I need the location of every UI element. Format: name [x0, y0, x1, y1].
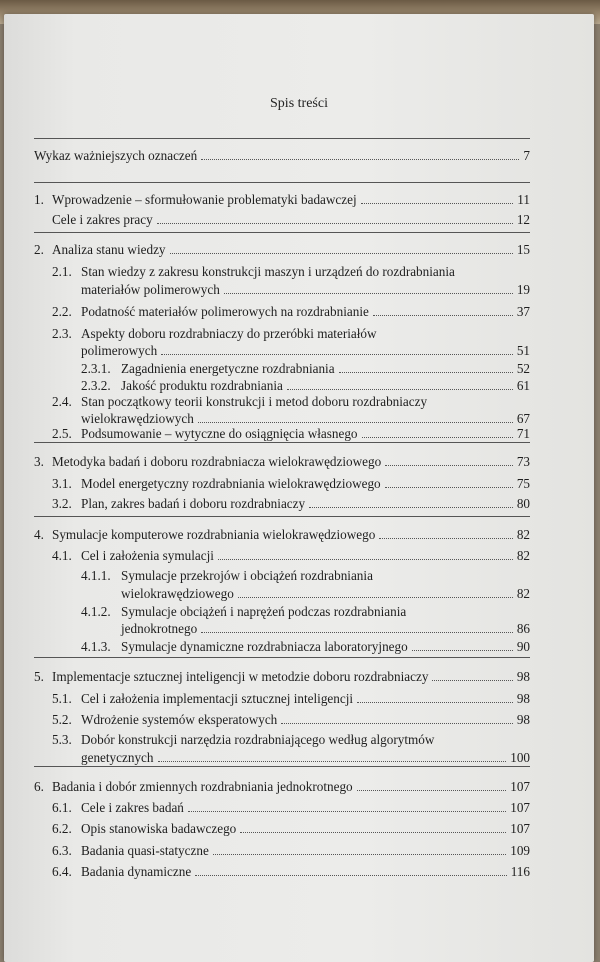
toc-entry-number: 2.3.2.: [81, 378, 111, 393]
section-separator: [34, 442, 530, 443]
toc-entry-title: polimerowych: [81, 343, 158, 358]
toc-entry: [34, 454, 530, 470]
toc-leader-dots: [373, 315, 513, 316]
section-separator: [34, 138, 530, 139]
toc-entry-number: 5.3.: [52, 732, 72, 747]
toc-entry-page: 98: [516, 712, 530, 727]
toc-entry-title: Podsumowanie – wytyczne do osiągnięcia własnego: [81, 426, 358, 441]
toc-entry-page: 98: [516, 669, 530, 684]
toc-entry-title: Cel i założenia implementacji sztucznej inteligencji: [81, 691, 354, 706]
toc-leader-dots: [161, 354, 513, 355]
toc-entry: [52, 712, 530, 728]
toc-entry-number: 2.: [34, 242, 44, 257]
toc-entry-title: Wykaz ważniejszych oznaczeń: [34, 148, 198, 163]
toc-entry-page: 67: [516, 411, 530, 426]
toc-leader-dots: [432, 680, 512, 681]
toc-leader-dots: [158, 761, 507, 762]
toc-entry-title: Implementacje sztucznej inteligencji w metodzie doboru rozdrabniaczy: [52, 669, 429, 684]
table-of-contents: [4, 14, 594, 962]
toc-entry-title: Zagadnienia energetyczne rozdrabniania: [121, 361, 335, 376]
toc-entry-title: jednokrotnego: [121, 621, 198, 636]
toc-entry-number: 2.1.: [52, 264, 72, 279]
toc-entry-title: Opis stanowiska badawczego: [81, 821, 237, 836]
toc-entry-page: 51: [516, 343, 530, 358]
toc-entry-number: 2.3.1.: [81, 361, 111, 376]
toc-leader-dots: [213, 854, 506, 855]
toc-leader-dots: [240, 832, 506, 833]
toc-entry: [52, 426, 530, 442]
toc-leader-dots: [195, 875, 506, 876]
toc-entry-page: 12: [516, 212, 530, 227]
section-separator: [34, 182, 530, 183]
toc-entry-page: 80: [516, 496, 530, 511]
toc-leader-dots: [385, 465, 513, 466]
toc-entry-title: Badania i dobór zmiennych rozdrabniania jednokrotnego: [52, 779, 353, 794]
toc-entry-page: 19: [516, 282, 530, 297]
toc-entry-page: 90: [516, 639, 530, 654]
toc-entry-page: 37: [516, 304, 530, 319]
toc-entry-number: 6.2.: [52, 821, 72, 836]
toc-entry-title: Cel i założenia symulacji: [81, 548, 214, 563]
toc-leader-dots: [218, 559, 513, 560]
toc-entry: [52, 212, 530, 228]
toc-entry-page: 107: [510, 779, 530, 794]
toc-entry-number: 5.2.: [52, 712, 72, 727]
toc-entry: [34, 192, 530, 208]
toc-entry-title: wielokrawędziowych: [81, 411, 194, 426]
toc-entry-title: Metodyka badań i doboru rozdrabniacza wielokrawędziowego: [52, 454, 382, 469]
toc-entry-page: 107: [510, 800, 530, 815]
toc-entry: [34, 527, 530, 543]
toc-entry: [52, 691, 530, 707]
toc-entry-page: 86: [516, 621, 530, 636]
toc-entry-number: 4.1.1.: [81, 568, 111, 583]
toc-entry-number: 2.4.: [52, 394, 72, 409]
toc-entry-number: 6.4.: [52, 864, 72, 879]
toc-leader-dots: [362, 437, 513, 438]
toc-entry-page: 82: [516, 586, 530, 601]
toc-entry-page: 75: [516, 476, 530, 491]
toc-entry-number: 2.3.: [52, 326, 72, 341]
toc-entry-number: 4.: [34, 527, 44, 542]
toc-entry-number: 2.2.: [52, 304, 72, 319]
toc-entry-title: Symulacje dynamiczne rozdrabniacza laboratoryjnego: [121, 639, 408, 654]
toc-entry-number: 3.2.: [52, 496, 72, 511]
section-separator: [34, 657, 530, 658]
toc-entry: [52, 496, 530, 512]
toc-leader-dots: [379, 538, 512, 539]
section-separator: [34, 516, 530, 517]
toc-entry: [34, 242, 530, 258]
toc-leader-dots: [157, 223, 513, 224]
toc-leader-dots: [281, 723, 513, 724]
toc-entry: [81, 378, 530, 394]
toc-leader-dots: [309, 507, 513, 508]
toc-entry: [52, 821, 530, 837]
toc-leader-dots: [361, 203, 514, 204]
toc-leader-dots: [201, 632, 513, 633]
toc-entry-page: 7: [523, 148, 530, 163]
toc-entry-title: Cele i zakres badań: [81, 800, 184, 815]
toc-entry-number: 4.1.3.: [81, 639, 111, 654]
toc-entry: [52, 476, 530, 492]
section-separator: [34, 766, 530, 767]
toc-entry: [81, 361, 530, 377]
toc-entry-title: Analiza stanu wiedzy: [52, 242, 166, 257]
toc-entry-page: 109: [510, 843, 530, 858]
toc-entry-number: 3.1.: [52, 476, 72, 491]
toc-entry-page: 98: [516, 691, 530, 706]
toc-leader-dots: [385, 487, 513, 488]
toc-leader-dots: [357, 702, 513, 703]
toc-entry-number: 2.5.: [52, 426, 72, 441]
toc-entry-number: 6.: [34, 779, 44, 794]
toc-entry: [52, 800, 530, 816]
toc-entry-number: 5.: [34, 669, 44, 684]
toc-leader-dots: [201, 159, 519, 160]
toc-entry-title-line1: Dobór konstrukcji narzędzia rozdrabniającego według algorytmów: [81, 732, 435, 747]
toc-leader-dots: [224, 293, 513, 294]
toc-entry: [52, 864, 530, 880]
toc-entry-number: 4.1.2.: [81, 604, 111, 619]
toc-leader-dots: [170, 253, 513, 254]
toc-entry-number: 4.1.: [52, 548, 72, 563]
toc-entry-number: 3.: [34, 454, 44, 469]
toc-entry-page: 107: [510, 821, 530, 836]
toc-entry-title: Jakość produktu rozdrabniania: [121, 378, 283, 393]
toc-entry: [52, 304, 530, 320]
toc-entry: [34, 779, 530, 795]
toc-entry: [34, 669, 530, 685]
toc-entry-title: Wprowadzenie – sformułowanie problematyki badawczej: [52, 192, 357, 207]
toc-entry-page: 61: [516, 378, 530, 393]
toc-entry-title-line1: Stan początkowy teorii konstrukcji i metod doboru rozdrabniaczy: [81, 394, 428, 409]
toc-leader-dots: [287, 389, 513, 390]
toc-entry-title: Plan, zakres badań i doboru rozdrabniaczy: [81, 496, 306, 511]
toc-entry-page: 82: [516, 527, 530, 542]
toc-leader-dots: [357, 790, 507, 791]
page-title: Spis treści: [270, 96, 328, 111]
toc-entry-title-line1: Symulacje obciążeń i naprężeń podczas rozdrabniania: [121, 604, 407, 619]
toc-leader-dots: [188, 811, 506, 812]
toc-entry-title-line1: Aspekty doboru rozdrabniaczy do przeróbki materiałów: [81, 326, 377, 341]
toc-entry-page: 116: [510, 864, 530, 879]
book-page: [4, 14, 594, 962]
toc-leader-dots: [238, 597, 513, 598]
toc-entry: [34, 148, 530, 164]
toc-entry-title: Wdrożenie systemów eksperatowych: [81, 712, 278, 727]
toc-entry-page: 73: [516, 454, 530, 469]
toc-entry-page: 11: [517, 192, 530, 207]
toc-entry-title: wielokrawędziowego: [121, 586, 234, 601]
toc-leader-dots: [412, 650, 513, 651]
toc-entry-number: 6.1.: [52, 800, 72, 815]
toc-entry-page: 71: [516, 426, 530, 441]
toc-entry-title: Model energetyczny rozdrabniania wielokrawędziowego: [81, 476, 381, 491]
toc-entry-title: Cele i zakres pracy: [52, 212, 153, 227]
toc-entry-number: 1.: [34, 192, 44, 207]
toc-entry-title: Podatność materiałów polimerowych na rozdrabnianie: [81, 304, 369, 319]
toc-entry-title: genetycznych: [81, 750, 154, 765]
toc-entry-title-line1: Stan wiedzy z zakresu konstrukcji maszyn i urządzeń do rozdrabniania: [81, 264, 455, 279]
toc-entry-number: 6.3.: [52, 843, 72, 858]
toc-entry-title: materiałów polimerowych: [81, 282, 220, 297]
toc-entry-page: 15: [516, 242, 530, 257]
toc-entry-page: 100: [510, 750, 530, 765]
toc-entry-title: Badania dynamiczne: [81, 864, 192, 879]
toc-leader-dots: [339, 372, 513, 373]
toc-entry-number: 5.1.: [52, 691, 72, 706]
toc-entry: [81, 639, 530, 655]
toc-entry: [52, 843, 530, 859]
toc-entry-title: Badania quasi-statyczne: [81, 843, 209, 858]
toc-entry-page: 52: [516, 361, 530, 376]
toc-entry-title-line1: Symulacje przekrojów i obciążeń rozdrabniania: [121, 568, 373, 583]
section-separator: [34, 232, 530, 233]
toc-entry-page: 82: [516, 548, 530, 563]
toc-entry: [52, 548, 530, 564]
toc-entry-title: Symulacje komputerowe rozdrabniania wielokrawędziowego: [52, 527, 376, 542]
toc-leader-dots: [198, 422, 513, 423]
